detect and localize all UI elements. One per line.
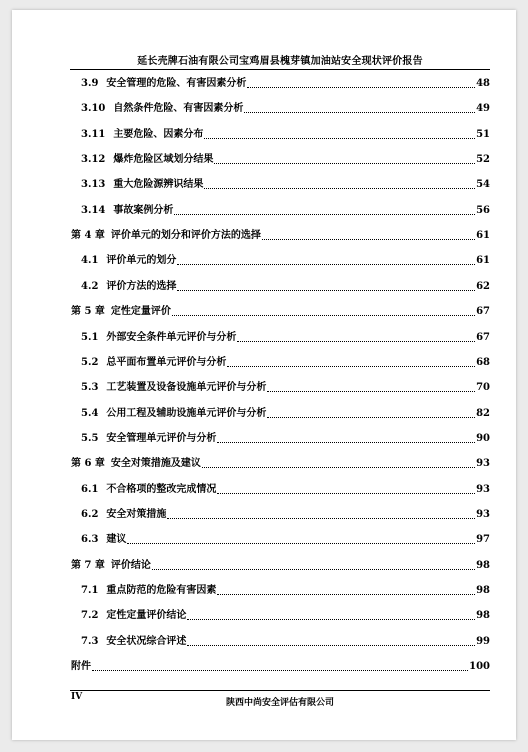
toc-entry-page: 98 <box>476 610 490 622</box>
toc-entry[interactable] <box>12 253 516 267</box>
toc-entry[interactable] <box>12 330 516 344</box>
toc-entry-title: 重大危险源辨识结果 <box>113 179 204 191</box>
toc-entry-page: 62 <box>476 280 490 292</box>
toc-entry-page: 52 <box>476 154 490 166</box>
page-header: 延长壳牌石油有限公司宝鸡眉县槐芽镇加油站安全现状评价报告 <box>137 56 423 67</box>
toc-entry-number: 第 7 章 <box>71 559 105 571</box>
toc-entry-number: 5.2 <box>81 356 99 368</box>
toc-leader-dots <box>204 138 475 139</box>
toc-leader-dots <box>202 467 475 468</box>
toc-entry-number: 6.1 <box>81 483 99 495</box>
toc-entry[interactable] <box>12 431 516 445</box>
toc-entry[interactable] <box>12 203 516 217</box>
toc-entry-title: 评价方法的选择 <box>106 280 177 292</box>
toc-entry-title: 评价单元的划分和评价方法的选择 <box>110 230 261 242</box>
toc-entry-title: 工艺装置及设备设施单元评价与分析 <box>106 382 267 394</box>
toc-leader-dots <box>217 442 475 443</box>
toc-entry-number: 4.2 <box>81 280 99 292</box>
document-page <box>12 10 516 740</box>
toc-entry-title: 不合格项的整改完成情况 <box>106 483 217 495</box>
toc-entry-page: 82 <box>476 407 490 419</box>
toc-entry-number: 3.12 <box>81 154 106 166</box>
toc-entry-number: 4.1 <box>81 255 99 267</box>
toc-leader-dots <box>172 315 475 316</box>
toc-entry-title: 评价单元的划分 <box>106 255 177 267</box>
toc-entry-number: 5.4 <box>81 407 99 419</box>
toc-entry-title: 自然条件危险、有害因素分析 <box>113 103 244 115</box>
toc-entry-number: 5.1 <box>81 331 99 343</box>
toc-entry[interactable] <box>12 532 516 546</box>
toc-leader-dots <box>262 239 475 240</box>
toc-entry[interactable] <box>12 127 516 141</box>
toc-entry-number: 7.1 <box>81 585 99 596</box>
toc-entry-number: 6.2 <box>81 508 99 520</box>
toc-leader-dots <box>152 569 475 570</box>
toc-leader-dots <box>214 163 475 164</box>
toc-entry-title: 事故案例分析 <box>113 204 174 216</box>
toc-entry[interactable] <box>12 634 516 648</box>
toc-entry-page: 98 <box>476 559 490 571</box>
toc-leader-dots <box>227 366 475 367</box>
toc-entry-title: 总平面布置单元评价与分析 <box>106 356 227 368</box>
toc-entry[interactable] <box>12 177 516 191</box>
toc-entry-title: 主要危险、因素分布 <box>113 128 204 140</box>
toc-entry[interactable] <box>12 304 516 318</box>
toc-leader-dots <box>247 87 475 88</box>
toc-leader-dots <box>244 112 475 113</box>
toc-entry-number: 第 4 章 <box>71 230 105 242</box>
toc-entry-number: 3.9 <box>81 78 99 89</box>
toc-leader-dots <box>267 391 475 392</box>
toc-leader-dots <box>217 493 475 494</box>
toc-entry-number: 第 5 章 <box>71 306 105 318</box>
toc-entry-page: 98 <box>476 585 490 596</box>
toc-entry-title: 安全管理的危险、有害因素分析 <box>106 78 247 89</box>
toc-entry-page: 49 <box>476 103 490 115</box>
toc-leader-dots <box>174 214 475 215</box>
toc-entry-page: 56 <box>476 204 490 216</box>
toc-entry-number: 6.3 <box>81 534 99 546</box>
toc-entry-title: 外部安全条件单元评价与分析 <box>106 331 237 343</box>
toc-entry-number: 3.11 <box>81 128 106 140</box>
toc-entry-number: 5.3 <box>81 382 99 394</box>
toc-entry[interactable] <box>12 101 516 115</box>
toc-entry[interactable] <box>12 608 516 622</box>
toc-entry-title: 安全对策措施及建议 <box>110 458 201 470</box>
toc-entry-number: 第 6 章 <box>71 458 105 470</box>
toc-entry-page: 100 <box>469 661 490 673</box>
toc-entry[interactable] <box>12 507 516 521</box>
toc-entry-page: 99 <box>476 635 490 647</box>
toc-entry-title: 定性定量评价 <box>110 306 171 318</box>
toc-entry-title: 安全状况综合评述 <box>106 635 187 647</box>
toc-entry[interactable] <box>12 152 516 166</box>
toc-entry-number: 5.5 <box>81 432 99 444</box>
toc-entry-page: 61 <box>476 230 490 242</box>
toc-entry-number: 3.13 <box>81 179 106 191</box>
toc-leader-dots <box>187 645 475 646</box>
toc-entry-title: 爆炸危险区域划分结果 <box>113 154 214 166</box>
toc-entry[interactable] <box>12 380 516 394</box>
header-rule <box>70 69 490 70</box>
toc-entry-number: 7.2 <box>81 610 99 622</box>
toc-entry-page: 97 <box>476 534 490 546</box>
footer-company: 陕西中尚安全评估有限公司 <box>225 698 334 708</box>
toc-entry[interactable] <box>12 456 516 470</box>
toc-entry-page: 93 <box>476 508 490 520</box>
toc-entry-title: 重点防范的危险有害因素 <box>106 585 217 596</box>
toc-entry[interactable] <box>12 355 516 369</box>
page-number: IV <box>71 692 83 702</box>
toc-entry-page: 90 <box>476 432 490 444</box>
toc-entry-title: 安全对策措施 <box>106 508 167 520</box>
toc-leader-dots <box>187 619 475 620</box>
toc-entry[interactable] <box>12 583 516 597</box>
toc-entry-page: 67 <box>476 306 490 318</box>
toc-entry[interactable] <box>12 279 516 293</box>
toc-entry[interactable] <box>12 659 516 673</box>
toc-leader-dots <box>217 594 475 595</box>
toc-entry-page: 54 <box>476 179 490 191</box>
toc-entry-title: 评价结论 <box>110 559 151 571</box>
toc-entry-page: 93 <box>476 483 490 495</box>
toc-leader-dots <box>92 670 468 671</box>
toc-leader-dots <box>204 188 475 189</box>
toc-leader-dots <box>177 290 475 291</box>
toc-entry-page: 93 <box>476 458 490 470</box>
toc-entry-title: 安全管理单元评价与分析 <box>106 432 217 444</box>
footer-rule <box>70 690 490 691</box>
toc-entry-title: 定性定量评价结论 <box>106 610 187 622</box>
toc-entry[interactable] <box>12 482 516 496</box>
toc-entry-page: 61 <box>476 255 490 267</box>
toc-entry-number: 7.3 <box>81 635 99 647</box>
toc-leader-dots <box>267 417 475 418</box>
toc-entry[interactable] <box>12 406 516 420</box>
toc-leader-dots <box>127 543 475 544</box>
toc-entry-title: 建议 <box>106 534 127 546</box>
toc-entry[interactable] <box>12 558 516 572</box>
toc-entry-page: 48 <box>476 78 490 89</box>
toc-entry-number: 3.10 <box>81 103 106 115</box>
toc-leader-dots <box>167 518 475 519</box>
toc-entry-page: 68 <box>476 356 490 368</box>
toc-entry-page: 67 <box>476 331 490 343</box>
toc-entry-number: 3.14 <box>81 204 106 216</box>
toc-entry-title: 公用工程及辅助设施单元评价与分析 <box>106 407 267 419</box>
toc-leader-dots <box>177 264 475 265</box>
toc-entry-page: 51 <box>476 128 490 140</box>
toc-entry-title: 附件 <box>71 661 91 673</box>
toc-leader-dots <box>237 341 475 342</box>
toc-entry[interactable] <box>12 76 516 90</box>
toc-entry[interactable] <box>12 228 516 242</box>
toc-entry-page: 70 <box>476 382 490 394</box>
